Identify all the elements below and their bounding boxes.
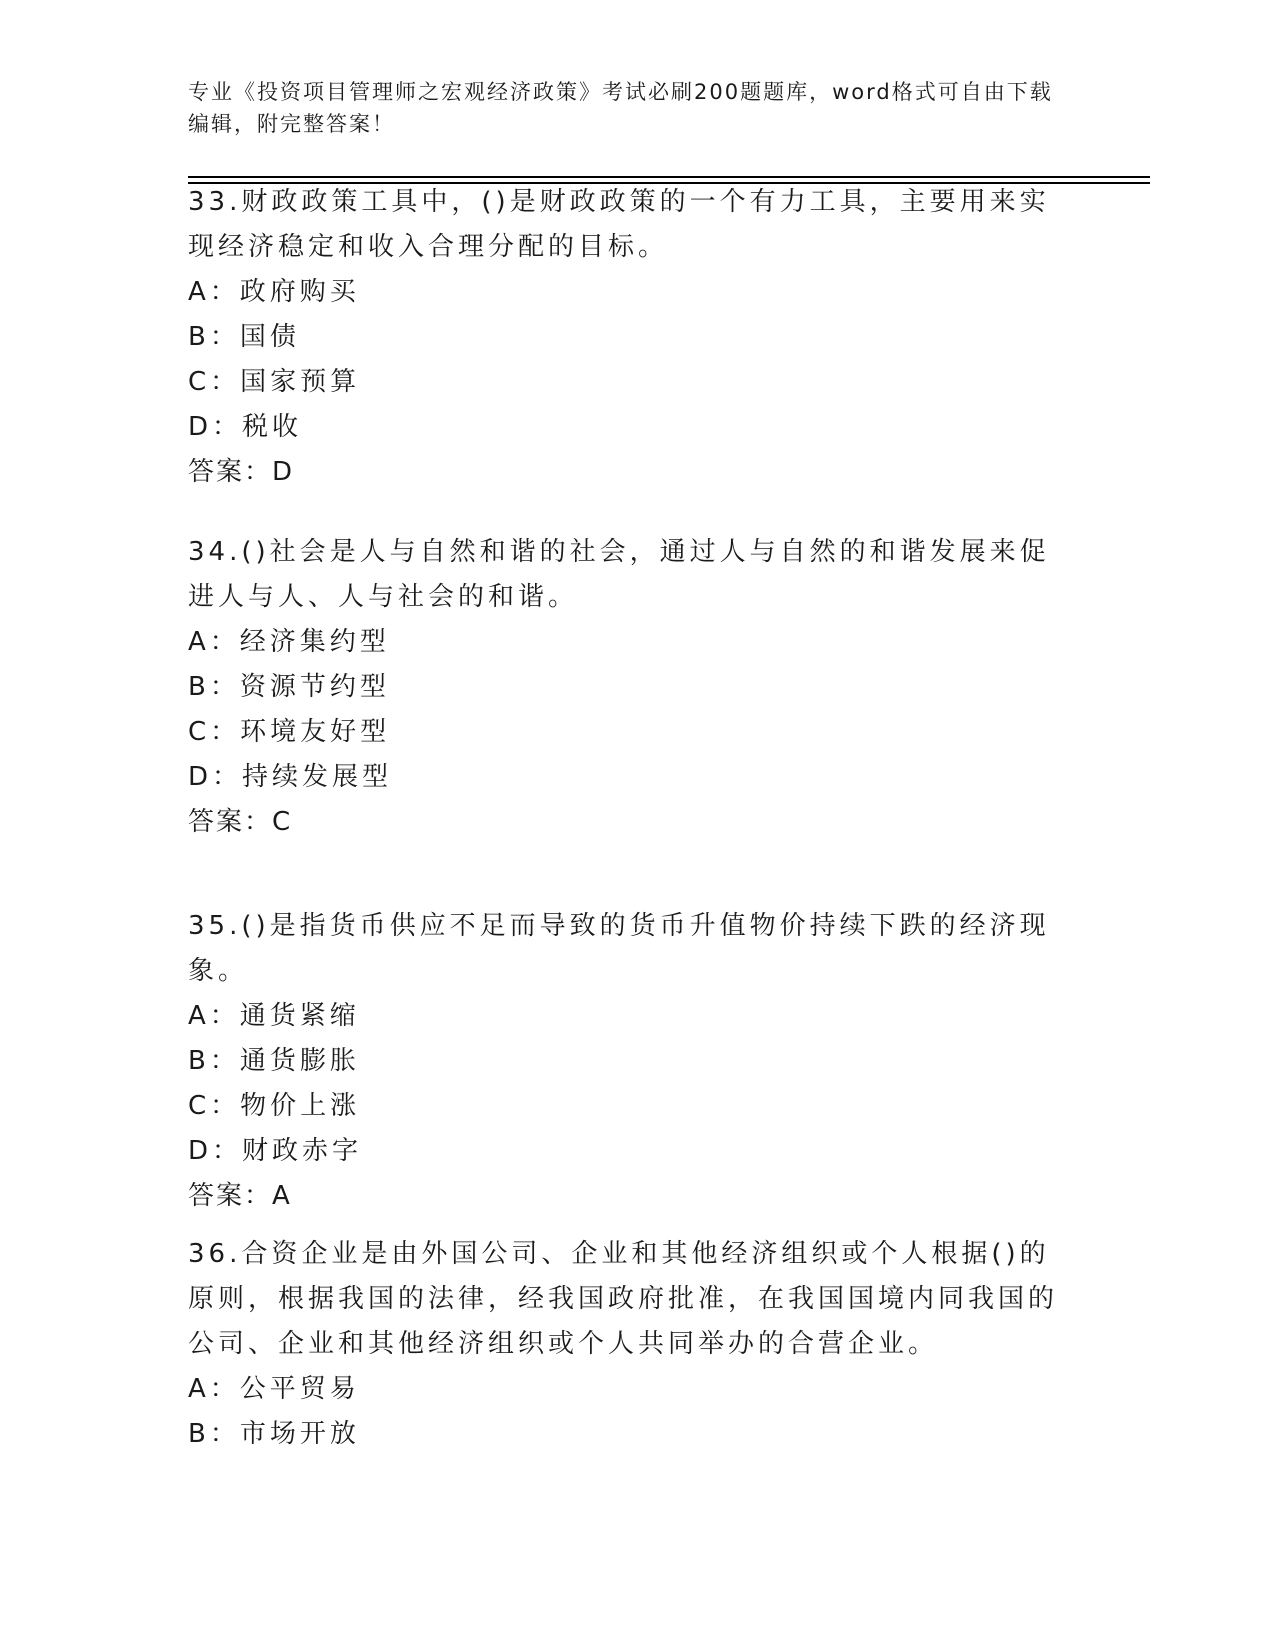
option-a: A：政府购买 [188,277,360,307]
option-b: B：资源节约型 [188,672,390,702]
header-divider-line [188,176,1150,178]
option-b: B：通货膨胀 [188,1046,360,1076]
question-36 [188,1232,1068,1457]
answer-line: 答案：A [188,1181,292,1211]
question-stem: 35.()是指货币供应不足而导致的货币升值物价持续下跌的经济现象。 [188,911,1050,986]
answer-line: 答案：D [188,457,295,487]
option-d: D：财政赤字 [188,1136,363,1166]
option-c: C：环境友好型 [188,717,391,747]
question-stem: 33.财政政策工具中，()是财政政策的一个有力工具，主要用来实现经济稳定和收入合理分配的目标。 [188,187,1050,262]
option-b: B：国债 [188,322,300,352]
option-d: D：持续发展型 [188,762,393,792]
answer-line: 答案：C [188,807,293,837]
question-33 [188,180,1068,495]
option-d: D：税收 [188,412,303,442]
question-stem: 34.()社会是人与自然和谐的社会，通过人与自然的和谐发展来促进人与人、人与社会的和谐。 [188,537,1050,612]
question-35 [188,904,1068,1219]
option-a: A：经济集约型 [188,627,390,657]
option-a: A：公平贸易 [188,1374,360,1404]
option-c: C：国家预算 [188,367,361,397]
question-34 [188,530,1068,845]
option-c: C：物价上涨 [188,1091,361,1121]
option-a: A：通货紧缩 [188,1001,360,1031]
document-header: 专业《投资项目管理师之宏观经济政策》考试必刷200题题库，word格式可自由下载编辑，附完整答案！ [188,80,1053,136]
option-b: B：市场开放 [188,1419,360,1449]
question-stem: 36.合资企业是由外国公司、企业和其他经济组织或个人根据()的原则，根据我国的法律，经我国政府批准，在我国国境内同我国的公司、企业和其他经济组织或个人共同举办的合营企业。 [188,1239,1059,1359]
